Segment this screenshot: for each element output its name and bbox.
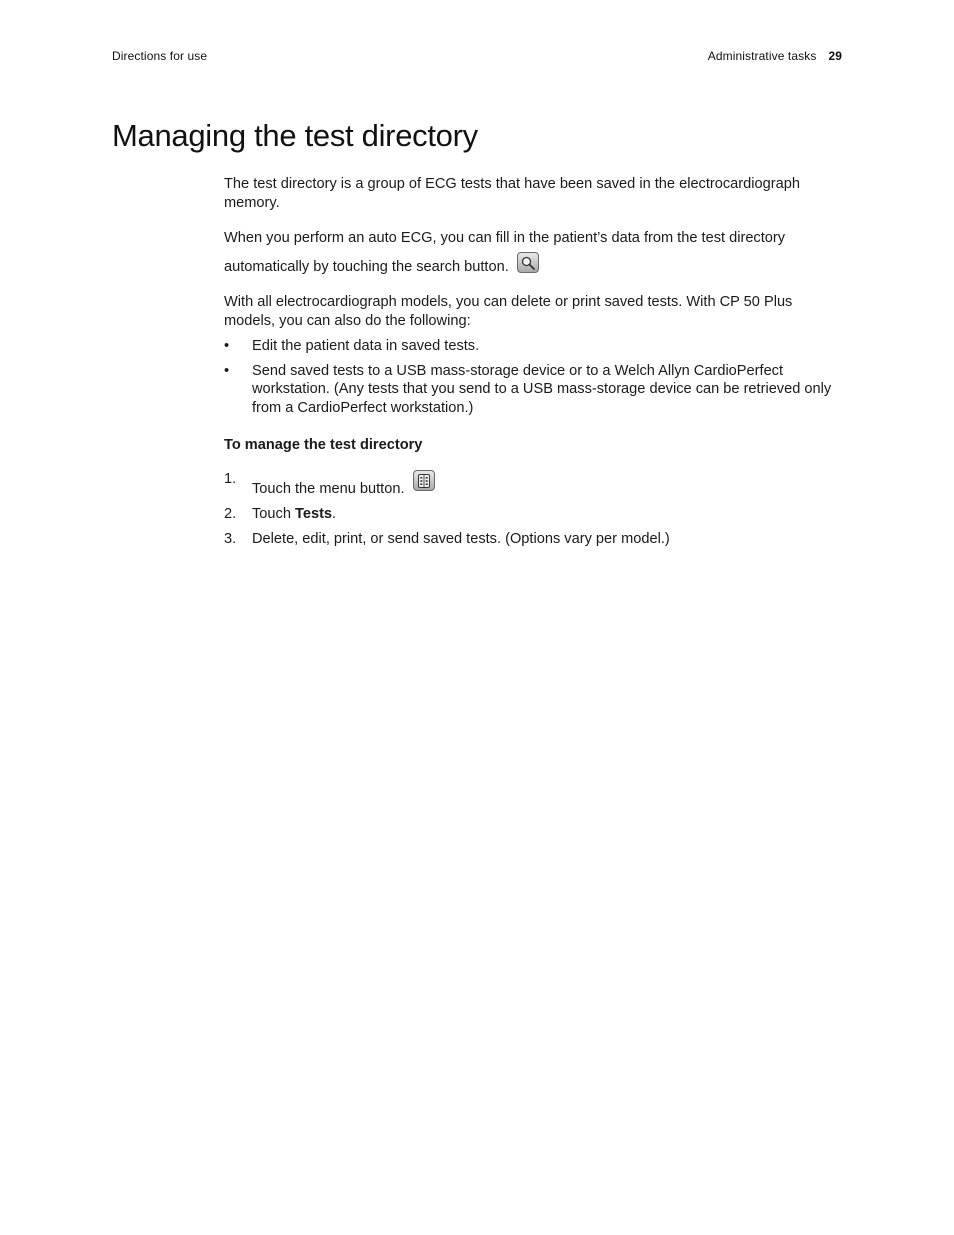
feature-list [224,337,846,418]
search-icon [517,252,539,273]
step-text-prefix: Touch [252,506,295,523]
page-number: 29 [828,49,842,63]
step-item [224,505,846,524]
list-item-text: Send saved tests to a USB mass-storage device or to a Welch Allyn CardioPerfect workstation. (Any tests that you send to a USB mass-storage device can be retrieved only from a CardioPerfect workstation.) [252,362,832,416]
models-paragraph: With all electrocardiograph models, you can delete or print saved tests. With CP 50 Plus models, you can also do the following: [224,294,793,330]
step-item [224,470,846,499]
section-name: Administrative tasks [707,49,817,63]
step-text: Delete, edit, print, or send saved tests. (Options vary per model.) [252,530,670,547]
step-text: Touch the menu button. [252,481,409,498]
step-number: 3. [224,530,237,547]
bullet-symbol: • [224,362,230,379]
search-paragraph-text: When you perform an auto ECG, you can fill in the patient’s data from the test directory automatically by touching the search button. [224,230,786,276]
list-item-text: Edit the patient data in saved tests. [252,337,480,354]
running-header-left: Directions for use [112,49,208,63]
body-content [224,175,846,554]
list-item [224,337,846,356]
procedure-steps [224,470,846,548]
intro-paragraph: The test directory is a group of ECG tests that have been saved in the electrocardiograph memory. [224,176,800,211]
page-title: Managing the test directory [112,118,478,153]
step-text-suffix: . [332,506,337,523]
step-item [224,530,846,549]
step-number: 1. [224,471,237,488]
step-number: 2. [224,506,237,523]
running-header-right [708,49,842,63]
list-item [224,362,846,418]
tests-option-label: Tests [295,506,333,523]
search-paragraph [224,224,846,281]
procedure-heading: To manage the test directory [224,436,423,453]
menu-icon [413,470,435,491]
bullet-symbol: • [224,337,230,354]
